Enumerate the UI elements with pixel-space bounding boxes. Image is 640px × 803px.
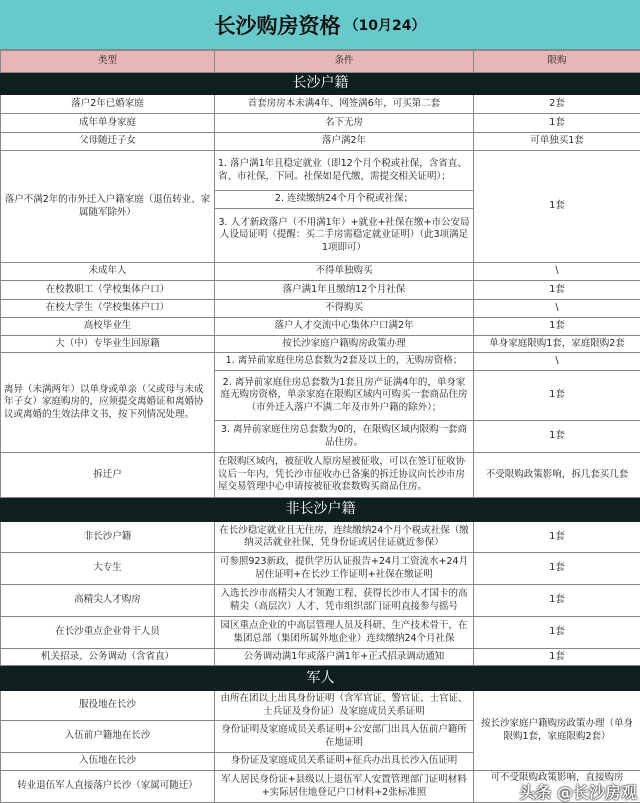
limit-cell: 1套 <box>474 151 640 263</box>
condition-cell: 身份证及家庭成员关系证明+征兵办出具长沙入伍证明 <box>215 753 474 771</box>
header-type: 类型 <box>1 51 215 73</box>
table-row <box>1 281 640 300</box>
table-row <box>1 133 640 151</box>
limit-cell: \ <box>474 263 640 281</box>
type-cell: 在长沙重点企业骨干人员 <box>1 617 215 649</box>
condition-cell: 2. 离异前家庭住房总套数为1套且房产证满4年的，单身家庭无购房资格，单亲家庭在限购区域内可购买一套商品住房（市外迁入落户不满二年及市外户籍的除外）； <box>215 371 474 421</box>
condition-cell: 在限购区域内，被征收人原房屋被征收，可以在签订征收协议后一年内，凭长沙市征收办已备案的拆迁协议向长沙市房屋交易管理中心申请按被征收套数购买商品住房。 <box>215 453 474 498</box>
type-cell: 高精尖人才购房 <box>1 585 215 617</box>
limit-cell: \ <box>474 353 640 371</box>
condition-cell: 公务调动满1年或落户满1年+正式招录调动通知 <box>215 649 474 666</box>
limit-cell: 1套 <box>474 318 640 336</box>
type-cell: 非长沙户籍 <box>1 522 215 553</box>
type-cell: 机关招录、公务调动（含省直） <box>1 649 215 666</box>
type-cell: 在校大学生（学校集体户口） <box>1 300 215 318</box>
type-cell: 大专生 <box>1 553 215 585</box>
type-cell: 在校教职工（学校集体户口） <box>1 281 215 300</box>
limit-cell: 2套 <box>474 95 640 114</box>
table-row <box>1 95 640 114</box>
type-cell: 转业退伍军人直接落户长沙（家属可随迁） <box>1 771 215 803</box>
condition-cell: 落户满2年 <box>215 133 474 151</box>
condition-cell: 不得单独购买 <box>215 263 474 281</box>
type-cell: 入伍地在长沙 <box>1 753 215 771</box>
condition-cell: 军人居民身份证+县级以上退伍军人安置管理部门证明材料+实际居住地登记户口材料+2张标准照 <box>215 771 474 803</box>
table-row <box>1 114 640 133</box>
limit-cell: 1套 <box>474 649 640 666</box>
limit-cell: 1套 <box>474 522 640 553</box>
condition-cell: 不得购买 <box>215 300 474 318</box>
table-row <box>1 649 640 666</box>
table-row <box>1 151 640 191</box>
condition-cell: 园区重点企业的中高层管理人员及科研、生产技术骨干，在集团总部（集团所属外地企业）连续缴纳24个月社保 <box>215 617 474 649</box>
table-header <box>1 51 640 73</box>
limit-cell: 1套 <box>474 114 640 133</box>
table-row <box>1 453 640 498</box>
qualification-table <box>0 50 640 803</box>
type-cell: 拆迁户 <box>1 453 215 498</box>
table-row <box>1 691 640 721</box>
type-cell: 离异（未满两年）以单身或单亲（父或母与未成年子女）家庭购房的，应须提交离婚证和离婚协议或离婚的生效法律文书，按下列情况处理。 <box>1 353 215 453</box>
table-row <box>1 353 640 371</box>
type-cell: 成年单身家庭 <box>1 114 215 133</box>
table-row <box>1 300 640 318</box>
table-row <box>1 553 640 585</box>
condition-cell: 身份证明及家庭成员关系证明+公安部门出具入伍前户籍所在地证明 <box>215 721 474 753</box>
condition-cell: 落户人才交流中心集体户口满2年 <box>215 318 474 336</box>
limit-cell: 1套 <box>474 421 640 453</box>
type-cell: 大（中）专毕业生回原籍 <box>1 336 215 353</box>
limit-text: 可不受限购政策影响，直接购房 <box>477 772 637 785</box>
header-limit: 限购 <box>474 51 640 73</box>
condition-cell: 2. 连续缴纳24个月个税或社保； <box>215 191 474 209</box>
limit-cell: 1套 <box>474 585 640 617</box>
limit-cell: 1套 <box>474 371 640 421</box>
header-condition: 条件 <box>215 51 474 73</box>
section-changsha: 长沙户籍 <box>1 73 640 95</box>
table-row <box>1 336 640 353</box>
type-cell: 落户2年已婚家庭 <box>1 95 215 114</box>
table-row <box>1 318 640 336</box>
type-cell: 父母随迁子女 <box>1 133 215 151</box>
page-title <box>0 0 640 50</box>
condition-cell: 1. 落户满1年且稳定就业（即12个月个税或社保，含省直、省、市社保，下同。社保如是代缴，需提交相关证明）； <box>215 151 474 191</box>
section-military: 军人 <box>1 666 640 691</box>
condition-cell: 可参照923新政，提供学历认证报告+24月工资流水+24月居住证明+在长沙工作证明+社保在缴证明 <box>215 553 474 585</box>
title-date: （10月24） <box>345 15 426 35</box>
condition-cell: 3. 离异前家庭住房总套数为0的，在限购区域内限购一套商品住房。 <box>215 421 474 453</box>
limit-cell: 1套 <box>474 553 640 585</box>
condition-cell: 落户满1年且缴纳12个月社保 <box>215 281 474 300</box>
type-cell: 落户不满2年的市外迁入户籍家庭（退伍转业、家属随军除外） <box>1 151 215 263</box>
type-cell: 入伍前户籍地在长沙 <box>1 721 215 753</box>
condition-cell: 首套房房本未满4年、网签满6年，可买第二套 <box>215 95 474 114</box>
condition-cell: 入选长沙市高精尖人才领跑工程、获得长沙市人才国卡的高精尖（高层次）人才、凭市组织部门证明直接参与摇号 <box>215 585 474 617</box>
type-cell: 未成年人 <box>1 263 215 281</box>
limit-cell: 1套 <box>474 617 640 649</box>
title-main: 长沙购房资格 <box>215 10 341 40</box>
table-row <box>1 771 640 803</box>
limit-cell: 不受限购政策影响，拆几套买几套 <box>474 453 640 498</box>
limit-cell: \ <box>474 300 640 318</box>
condition-cell: 由所在团以上出具身份证明（含军官证、警官证、士官证、士兵证及身份证）及家庭成员关系证明 <box>215 691 474 721</box>
condition-cell: 3. 人才新政落户（不用满1年）+就业+社保在缴+市公安局人设局证明（提醒：买二手房需稳定就业证明）（此3项满足1项即可） <box>215 209 474 263</box>
limit-cell: 1套 <box>474 281 640 300</box>
table-row <box>1 585 640 617</box>
type-cell: 高校毕业生 <box>1 318 215 336</box>
limit-cell <box>474 771 640 803</box>
type-cell: 服役地在长沙 <box>1 691 215 721</box>
limit-cell: 单身家庭限购1套，家庭限购2套 <box>474 336 640 353</box>
section-non-changsha: 非长沙户籍 <box>1 498 640 522</box>
watermark: 头条 @长沙房观 <box>477 784 637 801</box>
limit-cell: 按长沙家庭户籍购房政策办理（单身限购1套，家庭限购2套） <box>474 691 640 771</box>
condition-cell: 按长沙家庭户籍购房政策办理 <box>215 336 474 353</box>
condition-cell: 1. 离异前家庭住房总套数为2套及以上的，无购房资格； <box>215 353 474 371</box>
condition-cell: 名下无房 <box>215 114 474 133</box>
table-row <box>1 263 640 281</box>
limit-cell: 可单独买1套 <box>474 133 640 151</box>
table-row <box>1 617 640 649</box>
table-row <box>1 522 640 553</box>
condition-cell: 在长沙稳定就业且无住房，连续缴纳24个月个税或社保（缴纳灵活就业社保，凭身份证或居住证就近参保） <box>215 522 474 553</box>
